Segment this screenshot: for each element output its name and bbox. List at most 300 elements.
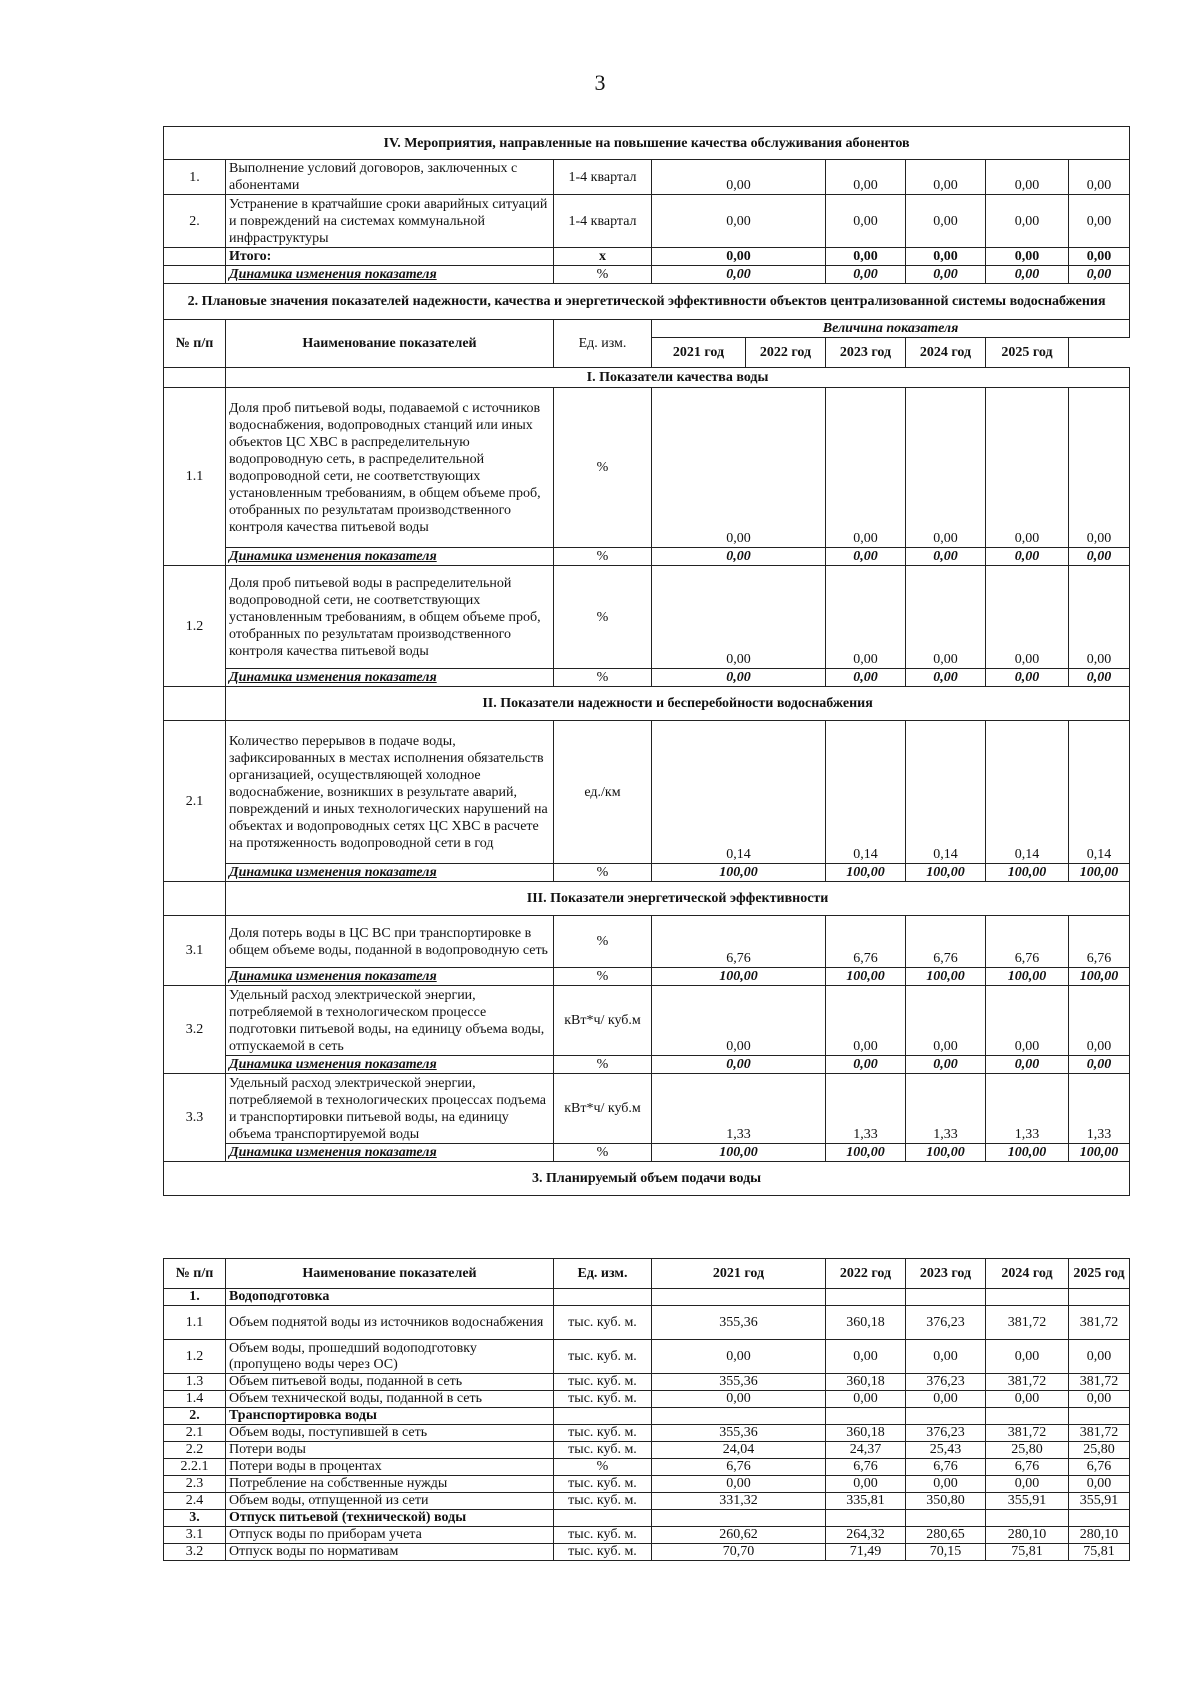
total-row <box>164 248 1130 266</box>
row-value: 0,00 <box>1069 986 1130 1056</box>
indicator-row <box>164 388 1130 548</box>
row-number: 1.1 <box>164 1306 226 1340</box>
row-value: 6,76 <box>652 1459 826 1476</box>
header-name: Наименование показателей <box>226 1259 554 1289</box>
dynamics-value: 0,00 <box>652 669 826 687</box>
row-value: 0,00 <box>826 986 906 1056</box>
table-row <box>164 1459 1130 1476</box>
total-value: 0,00 <box>652 248 826 266</box>
row-name: Потери воды в процентах <box>226 1459 554 1476</box>
row-value: 381,72 <box>986 1425 1069 1442</box>
empty-cell <box>906 1289 986 1306</box>
dynamics-label: Динамика изменения показателя <box>226 669 554 687</box>
row-value: 0,00 <box>826 1476 906 1493</box>
dynamics-unit: % <box>554 864 652 882</box>
row-value: 0,00 <box>826 1391 906 1408</box>
dynamics-value: 0,00 <box>1069 669 1130 687</box>
empty-cell <box>826 1408 906 1425</box>
row-name: Потребление на собственные нужды <box>226 1476 554 1493</box>
row-value: 0,00 <box>652 986 826 1056</box>
dynamics-unit: % <box>554 1056 652 1074</box>
row-unit: % <box>554 388 652 548</box>
total-value: 0,00 <box>906 248 986 266</box>
row-value: 260,62 <box>652 1527 826 1544</box>
header-year: 2022 год <box>746 338 826 368</box>
water-supply-volume-table <box>163 1258 1130 1561</box>
row-value: 0,00 <box>652 1340 826 1374</box>
row-value: 0,14 <box>826 721 906 864</box>
row-number: 2.2 <box>164 1442 226 1459</box>
total-value: 0,00 <box>1069 248 1130 266</box>
row-value: 25,80 <box>986 1442 1069 1459</box>
row-value: 0,00 <box>826 1340 906 1374</box>
dynamics-value: 100,00 <box>1069 1144 1130 1162</box>
empty-cell <box>164 368 226 388</box>
group-row <box>164 1289 1130 1306</box>
row-value: 335,81 <box>826 1493 906 1510</box>
dynamics-row <box>164 669 1130 687</box>
dynamics-value: 100,00 <box>652 968 826 986</box>
dynamics-unit: % <box>554 1144 652 1162</box>
dynamics-row <box>164 266 1130 284</box>
row-value: 0,00 <box>906 566 986 669</box>
empty-cell <box>554 1289 652 1306</box>
row-unit: тыс. куб. м. <box>554 1493 652 1510</box>
row-value: 0,00 <box>1069 160 1130 195</box>
row-value: 6,76 <box>826 916 906 968</box>
row-value: 0,00 <box>1069 566 1130 669</box>
row-value: 75,81 <box>1069 1544 1130 1561</box>
row-name: Доля проб питьевой воды, подаваемой с источников водоснабжения, водопроводных станций или иных объектов ЦС ХВС в распределительную водопроводную сеть, в распределительной водопроводной сети, не соответствующих установленным требованиям, в общем объеме проб, отобранных по результатам производственного контроля качества питьевой воды <box>226 388 554 548</box>
row-value: 280,10 <box>1069 1527 1130 1544</box>
dynamics-row <box>164 548 1130 566</box>
row-number: 2. <box>164 195 226 248</box>
header-num: № п/п <box>164 1259 226 1289</box>
row-number: 2.4 <box>164 1493 226 1510</box>
header-year: 2024 год <box>906 338 986 368</box>
row-value: 75,81 <box>986 1544 1069 1561</box>
row-name: Потери воды <box>226 1442 554 1459</box>
dynamics-value: 100,00 <box>1069 968 1130 986</box>
header-name: Наименование показателей <box>226 320 554 368</box>
header-unit: Ед. изм. <box>554 320 652 368</box>
header-year: 2022 год <box>826 1259 906 1289</box>
block-title-row <box>164 687 1130 721</box>
indicator-row <box>164 721 1130 864</box>
row-number: 1.2 <box>164 566 226 687</box>
table-row <box>164 195 1130 248</box>
row-value: 0,00 <box>652 566 826 669</box>
dynamics-label: Динамика изменения показателя <box>226 1144 554 1162</box>
row-value: 0,00 <box>1069 1391 1130 1408</box>
row-value: 1,33 <box>1069 1074 1130 1144</box>
dynamics-value: 100,00 <box>652 1144 826 1162</box>
section-title-row <box>164 127 1130 160</box>
row-value: 376,23 <box>906 1306 986 1340</box>
row-number: 3.3 <box>164 1074 226 1162</box>
row-value: 0,00 <box>906 195 986 248</box>
row-number: 1.4 <box>164 1391 226 1408</box>
row-value: 0,00 <box>906 1340 986 1374</box>
dynamics-label: Динамика изменения показателя <box>226 548 554 566</box>
row-value: 0,00 <box>906 1476 986 1493</box>
row-value: 0,00 <box>986 986 1069 1056</box>
dynamics-value: 0,00 <box>986 266 1069 284</box>
row-value: 280,10 <box>986 1527 1069 1544</box>
row-value: 0,00 <box>986 1476 1069 1493</box>
header-year: 2025 год <box>1069 1259 1130 1289</box>
dynamics-value: 0,00 <box>826 548 906 566</box>
empty-cell <box>1069 1510 1130 1527</box>
row-number: 2.1 <box>164 721 226 882</box>
header-num: № п/п <box>164 320 226 368</box>
dynamics-row <box>164 968 1130 986</box>
dynamics-value: 100,00 <box>906 968 986 986</box>
empty-cell <box>652 1510 826 1527</box>
row-unit: тыс. куб. м. <box>554 1340 652 1374</box>
dynamics-value: 100,00 <box>826 864 906 882</box>
indicator-row <box>164 1074 1130 1144</box>
empty-cell <box>652 1408 826 1425</box>
row-value: 6,76 <box>986 916 1069 968</box>
row-number: 2.1 <box>164 1425 226 1442</box>
row-value: 0,00 <box>826 388 906 548</box>
row-value: 355,91 <box>986 1493 1069 1510</box>
dynamics-value: 100,00 <box>826 968 906 986</box>
header-year: 2023 год <box>826 338 906 368</box>
row-name: Удельный расход электрической энергии, потребляемой в технологическом процессе подготовки питьевой воды, на единицу объема воды, отпускаемой в сеть <box>226 986 554 1056</box>
dynamics-value: 0,00 <box>906 669 986 687</box>
empty-cell <box>826 1289 906 1306</box>
row-value: 6,76 <box>906 916 986 968</box>
row-value: 0,00 <box>1069 195 1130 248</box>
row-unit: тыс. куб. м. <box>554 1527 652 1544</box>
group-name: Транспортировка воды <box>226 1408 554 1425</box>
row-value: 0,00 <box>906 1391 986 1408</box>
total-label: Итого: <box>226 248 554 266</box>
row-value: 0,00 <box>652 1476 826 1493</box>
row-value: 25,80 <box>1069 1442 1130 1459</box>
row-value: 0,00 <box>652 195 826 248</box>
header-year: 2021 год <box>652 1259 826 1289</box>
row-value: 0,00 <box>986 160 1069 195</box>
row-name: Объем воды, отпущенной из сети <box>226 1493 554 1510</box>
dynamics-value: 0,00 <box>652 1056 826 1074</box>
row-name: Отпуск воды по нормативам <box>226 1544 554 1561</box>
table-row <box>164 1442 1130 1459</box>
table-row <box>164 1493 1130 1510</box>
row-value: 25,43 <box>906 1442 986 1459</box>
row-number: 2. <box>164 1408 226 1425</box>
dynamics-value: 100,00 <box>906 1144 986 1162</box>
empty-cell <box>1069 1408 1130 1425</box>
row-value: 0,14 <box>906 721 986 864</box>
row-value: 0,14 <box>652 721 826 864</box>
row-value: 0,00 <box>1069 1476 1130 1493</box>
header-unit: Ед. изм. <box>554 1259 652 1289</box>
row-name: Объем воды, прошедший водоподготовку (пропущено воды через ОС) <box>226 1340 554 1374</box>
table-row <box>164 1391 1130 1408</box>
header-year: 2025 год <box>986 338 1069 368</box>
row-value: 355,91 <box>1069 1493 1130 1510</box>
empty-cell <box>986 1510 1069 1527</box>
row-unit: тыс. куб. м. <box>554 1442 652 1459</box>
section-title-row <box>164 284 1130 320</box>
block-title-row <box>164 368 1130 388</box>
row-value: 70,70 <box>652 1544 826 1561</box>
section-iv-title: IV. Мероприятия, направленные на повышение качества обслуживания абонентов <box>164 127 1130 160</box>
row-number: 1. <box>164 160 226 195</box>
row-value: 6,76 <box>826 1459 906 1476</box>
dynamics-value: 0,00 <box>826 669 906 687</box>
dynamics-unit: % <box>554 669 652 687</box>
empty-cell <box>826 1510 906 1527</box>
row-period: 1-4 квартал <box>554 195 652 248</box>
dynamics-row <box>164 864 1130 882</box>
dynamics-value: 0,00 <box>906 1056 986 1074</box>
table-row <box>164 1476 1130 1493</box>
row-value: 381,72 <box>1069 1374 1130 1391</box>
row-value: 6,76 <box>652 916 826 968</box>
indicators-table <box>163 126 1130 1196</box>
header-year: 2021 год <box>652 338 746 368</box>
table-row <box>164 1527 1130 1544</box>
row-number: 2.3 <box>164 1476 226 1493</box>
row-value: 381,72 <box>986 1374 1069 1391</box>
row-name: Доля потерь воды в ЦС ВС при транспортировке в общем объеме воды, поданной в водопроводную сеть <box>226 916 554 968</box>
row-value: 24,37 <box>826 1442 906 1459</box>
row-value: 360,18 <box>826 1374 906 1391</box>
row-value: 376,23 <box>906 1374 986 1391</box>
row-unit: % <box>554 566 652 669</box>
row-value: 381,72 <box>986 1306 1069 1340</box>
empty-cell <box>164 248 226 266</box>
row-value: 355,36 <box>652 1306 826 1340</box>
row-unit: тыс. куб. м. <box>554 1374 652 1391</box>
row-value: 355,36 <box>652 1425 826 1442</box>
total-unit: х <box>554 248 652 266</box>
dynamics-unit: % <box>554 266 652 284</box>
row-number: 2.2.1 <box>164 1459 226 1476</box>
row-name: Устранение в кратчайшие сроки аварийных ситуаций и повреждений на системах коммунальной инфраструктуры <box>226 195 554 248</box>
row-number: 3.1 <box>164 1527 226 1544</box>
dynamics-value: 0,00 <box>826 266 906 284</box>
row-value: 1,33 <box>652 1074 826 1144</box>
row-value: 0,00 <box>826 195 906 248</box>
row-value: 1,33 <box>826 1074 906 1144</box>
row-value: 0,00 <box>906 388 986 548</box>
row-value: 0,00 <box>1069 388 1130 548</box>
row-unit: % <box>554 916 652 968</box>
dynamics-row <box>164 1056 1130 1074</box>
empty-cell <box>164 687 226 721</box>
header-year: 2023 год <box>906 1259 986 1289</box>
row-value: 0,14 <box>1069 721 1130 864</box>
dynamics-value: 0,00 <box>986 548 1069 566</box>
group-row <box>164 1408 1130 1425</box>
dynamics-row <box>164 1144 1130 1162</box>
row-name: Выполнение условий договоров, заключенных с абонентами <box>226 160 554 195</box>
header-group: Величина показателя <box>652 320 1130 338</box>
indicator-row <box>164 986 1130 1056</box>
row-name: Объем воды, поступившей в сеть <box>226 1425 554 1442</box>
empty-cell <box>1069 1289 1130 1306</box>
row-unit: тыс. куб. м. <box>554 1391 652 1408</box>
row-value: 360,18 <box>826 1306 906 1340</box>
table-row <box>164 1425 1130 1442</box>
row-value: 0,00 <box>1069 1340 1130 1374</box>
table-row <box>164 1544 1130 1561</box>
section-3-title: 3. Планируемый объем подачи воды <box>164 1162 1130 1196</box>
row-value: 0,00 <box>986 566 1069 669</box>
dynamics-unit: % <box>554 548 652 566</box>
table-row <box>164 160 1130 195</box>
group-name: Водоподготовка <box>226 1289 554 1306</box>
row-unit: кВт*ч/ куб.м <box>554 986 652 1056</box>
dynamics-value: 0,00 <box>906 548 986 566</box>
row-value: 0,00 <box>826 160 906 195</box>
empty-cell <box>164 266 226 284</box>
row-value: 355,36 <box>652 1374 826 1391</box>
row-unit: тыс. куб. м. <box>554 1476 652 1493</box>
row-value: 0,00 <box>986 1391 1069 1408</box>
dynamics-value: 100,00 <box>1069 864 1130 882</box>
group-row <box>164 1510 1130 1527</box>
indicator-row <box>164 916 1130 968</box>
row-unit: тыс. куб. м. <box>554 1306 652 1340</box>
block-title: I. Показатели качества воды <box>226 368 1130 388</box>
dynamics-value: 100,00 <box>906 864 986 882</box>
empty-cell <box>652 1289 826 1306</box>
dynamics-label: Динамика изменения показателя <box>226 968 554 986</box>
row-value: 6,76 <box>986 1459 1069 1476</box>
total-value: 0,00 <box>986 248 1069 266</box>
row-value: 0,00 <box>652 388 826 548</box>
row-name: Количество перерывов в подаче воды, зафиксированных в местах исполнения обязательств организацией, осуществляющей холодное водоснабжение, возникших в результате аварий, повреждений и иных технологических нарушений на объектах и водопроводных сетях ЦС ХВС в расчете на протяженность водопроводной сети в год <box>226 721 554 864</box>
dynamics-label: Динамика изменения показателя <box>226 1056 554 1074</box>
header-row <box>164 320 1130 338</box>
row-value: 71,49 <box>826 1544 906 1561</box>
group-name: Отпуск питьевой (технической) воды <box>226 1510 554 1527</box>
row-value: 0,00 <box>986 1340 1069 1374</box>
dynamics-value: 0,00 <box>986 1056 1069 1074</box>
row-number: 3.1 <box>164 916 226 986</box>
row-value: 376,23 <box>906 1425 986 1442</box>
row-unit: % <box>554 1459 652 1476</box>
row-value: 70,15 <box>906 1544 986 1561</box>
row-value: 0,00 <box>906 160 986 195</box>
row-value: 1,33 <box>986 1074 1069 1144</box>
row-value: 0,00 <box>652 1391 826 1408</box>
page-number: 3 <box>594 70 606 95</box>
row-period: 1-4 квартал <box>554 160 652 195</box>
row-number: 3.2 <box>164 1544 226 1561</box>
dynamics-value: 100,00 <box>986 968 1069 986</box>
row-number: 3.2 <box>164 986 226 1074</box>
row-value: 0,14 <box>986 721 1069 864</box>
table-row <box>164 1340 1130 1374</box>
block-title: II. Показатели надежности и бесперебойности водоснабжения <box>226 687 1130 721</box>
row-value: 6,76 <box>906 1459 986 1476</box>
dynamics-value: 0,00 <box>1069 548 1130 566</box>
empty-cell <box>554 1408 652 1425</box>
dynamics-value: 0,00 <box>1069 266 1130 284</box>
block-title: III. Показатели энергетической эффективности <box>226 882 1130 916</box>
row-value: 0,00 <box>986 195 1069 248</box>
block-title-row <box>164 882 1130 916</box>
dynamics-value: 100,00 <box>652 864 826 882</box>
row-number: 1.1 <box>164 388 226 566</box>
dynamics-value: 100,00 <box>986 1144 1069 1162</box>
row-value: 350,80 <box>906 1493 986 1510</box>
empty-cell <box>164 882 226 916</box>
row-name: Удельный расход электрической энергии, потребляемой в технологических процессах подъема и транспортировки питьевой воды, на единицу объема транспортируемой воды <box>226 1074 554 1144</box>
row-unit: тыс. куб. м. <box>554 1544 652 1561</box>
row-name: Доля проб питьевой воды в распределительной водопроводной сети, не соответствующих установленным требованиям, в общем объеме проб, отобранных по результатам производственного контроля качества питьевой воды <box>226 566 554 669</box>
section-2-title: 2. Плановые значения показателей надежности, качества и энергетической эффективности объектов централизованной системы водоснабжения <box>164 284 1130 320</box>
row-number: 1. <box>164 1289 226 1306</box>
dynamics-label: Динамика изменения показателя <box>226 864 554 882</box>
table-row <box>164 1374 1130 1391</box>
indicator-row <box>164 566 1130 669</box>
row-number: 1.3 <box>164 1374 226 1391</box>
table-row <box>164 1306 1130 1340</box>
row-value: 1,33 <box>906 1074 986 1144</box>
empty-cell <box>554 1510 652 1527</box>
row-value: 0,00 <box>986 388 1069 548</box>
empty-cell <box>986 1408 1069 1425</box>
row-name: Отпуск воды по приборам учета <box>226 1527 554 1544</box>
empty-cell <box>986 1289 1069 1306</box>
empty-cell <box>906 1408 986 1425</box>
row-unit: кВт*ч/ куб.м <box>554 1074 652 1144</box>
row-value: 331,32 <box>652 1493 826 1510</box>
header-year: 2024 год <box>986 1259 1069 1289</box>
dynamics-value: 0,00 <box>826 1056 906 1074</box>
dynamics-value: 100,00 <box>826 1144 906 1162</box>
row-unit: тыс. куб. м. <box>554 1425 652 1442</box>
dynamics-value: 0,00 <box>986 669 1069 687</box>
dynamics-value: 0,00 <box>652 548 826 566</box>
row-name: Объем поднятой воды из источников водоснабжения <box>226 1306 554 1340</box>
empty-cell <box>906 1510 986 1527</box>
total-value: 0,00 <box>826 248 906 266</box>
row-value: 360,18 <box>826 1425 906 1442</box>
row-number: 1.2 <box>164 1340 226 1374</box>
row-value: 6,76 <box>1069 1459 1130 1476</box>
dynamics-value: 0,00 <box>906 266 986 284</box>
row-value: 0,00 <box>906 986 986 1056</box>
row-value: 0,00 <box>826 566 906 669</box>
header-row <box>164 1259 1130 1289</box>
row-value: 24,04 <box>652 1442 826 1459</box>
dynamics-value: 0,00 <box>652 266 826 284</box>
dynamics-label: Динамика изменения показателя <box>226 266 554 284</box>
row-value: 280,65 <box>906 1527 986 1544</box>
row-unit: ед./км <box>554 721 652 864</box>
section-title-row <box>164 1162 1130 1196</box>
row-name: Объем питьевой воды, поданной в сеть <box>226 1374 554 1391</box>
row-number: 3. <box>164 1510 226 1527</box>
row-value: 381,72 <box>1069 1306 1130 1340</box>
dynamics-value: 100,00 <box>986 864 1069 882</box>
row-value: 6,76 <box>1069 916 1130 968</box>
dynamics-value: 0,00 <box>1069 1056 1130 1074</box>
row-name: Объем технической воды, поданной в сеть <box>226 1391 554 1408</box>
row-value: 0,00 <box>652 160 826 195</box>
dynamics-unit: % <box>554 968 652 986</box>
row-value: 381,72 <box>1069 1425 1130 1442</box>
